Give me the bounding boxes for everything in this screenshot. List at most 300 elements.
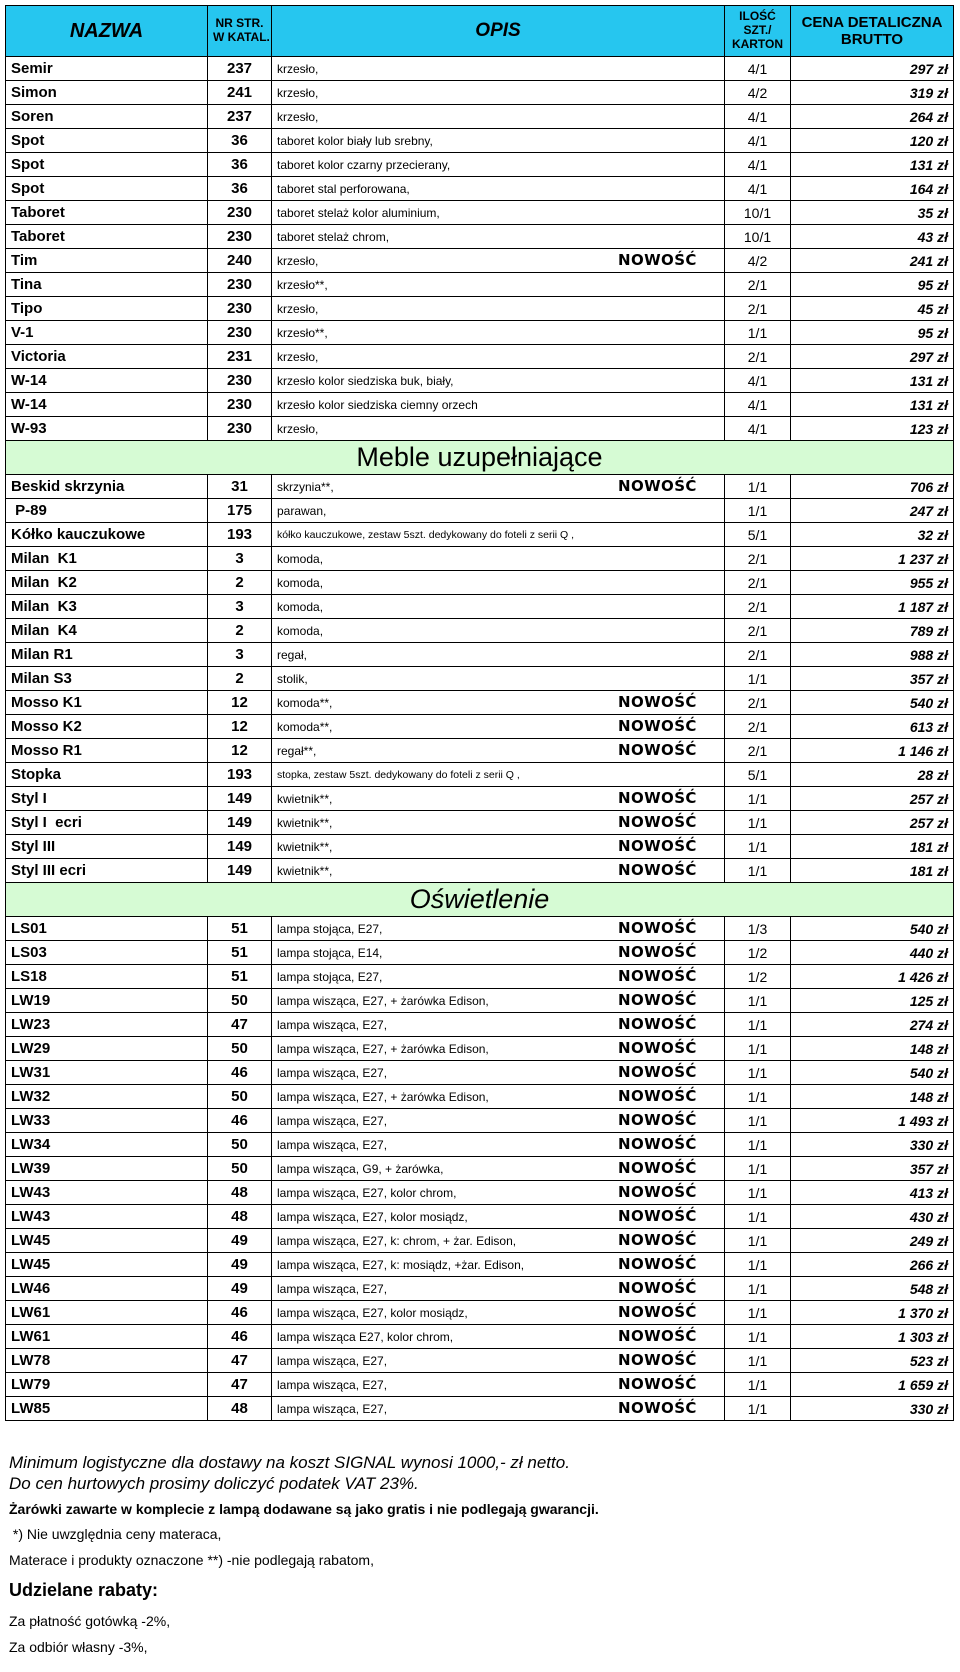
quantity-per-box: 2/1 [725, 739, 791, 763]
catalog-page: 3 [208, 643, 272, 667]
product-name: P-89 [6, 499, 208, 523]
description-text: lampa stojąca, E14, [277, 945, 383, 960]
table-row [6, 297, 954, 321]
table-row [6, 1085, 954, 1109]
catalog-page: 149 [208, 811, 272, 835]
note-vat: Do cen hurtowych prosimy doliczyć podatek VAT 23%. [9, 1474, 419, 1493]
catalog-page: 2 [208, 571, 272, 595]
product-description [272, 225, 725, 249]
quantity-per-box: 2/1 [725, 715, 791, 739]
new-badge: NOWOŚĆ [618, 1327, 697, 1345]
table-row [6, 595, 954, 619]
catalog-page: 51 [208, 917, 272, 941]
catalog-page: 230 [208, 225, 272, 249]
product-description [272, 595, 725, 619]
catalog-page: 50 [208, 1133, 272, 1157]
description-text: lampa wisząca, E27, kolor chrom, [277, 1185, 457, 1200]
catalog-page: 230 [208, 417, 272, 441]
product-description [272, 1085, 725, 1109]
product-description [272, 1109, 725, 1133]
catalog-page: 46 [208, 1325, 272, 1349]
retail-price: 181 zł [791, 835, 954, 859]
catalog-page: 230 [208, 297, 272, 321]
description-text: komoda, [277, 575, 324, 590]
header-price-line2: BRUTTO [840, 31, 904, 48]
product-name: Simon [6, 81, 208, 105]
retail-price: 43 zł [791, 225, 954, 249]
quantity-per-box: 1/1 [725, 1205, 791, 1229]
retail-price: 413 zł [791, 1181, 954, 1205]
retail-price: 125 zł [791, 989, 954, 1013]
catalog-page: 193 [208, 523, 272, 547]
description-text: stopka, zestaw 5szt. dedykowany do foteli z serii Q , [277, 768, 520, 781]
quantity-per-box: 1/1 [725, 787, 791, 811]
section-title: Meble uzupełniające [6, 441, 954, 475]
table-row [6, 571, 954, 595]
description-text: krzesło, [277, 109, 319, 124]
quantity-per-box: 2/1 [725, 547, 791, 571]
product-name: LW32 [6, 1085, 208, 1109]
new-badge: NOWOŚĆ [618, 1303, 697, 1321]
description-text: krzesło**, [277, 325, 328, 340]
quantity-per-box: 4/1 [725, 153, 791, 177]
description-text: lampa wisząca, E27, [277, 1281, 388, 1296]
catalog-page: 230 [208, 321, 272, 345]
retail-price: 45 zł [791, 297, 954, 321]
table-row [6, 811, 954, 835]
table-row [6, 989, 954, 1013]
header-qty-line3: KARTON [731, 36, 784, 51]
product-name: LW79 [6, 1373, 208, 1397]
quantity-per-box: 1/1 [725, 811, 791, 835]
note-bulbs: Żarówki zawarte w komplecie z lampą dodawane są jako gratis i nie podlegają gwarancji. [9, 1501, 599, 1517]
product-description [272, 1181, 725, 1205]
quantity-per-box: 1/2 [725, 941, 791, 965]
product-name: LW46 [6, 1277, 208, 1301]
catalog-page: 175 [208, 499, 272, 523]
quantity-per-box: 1/1 [725, 1229, 791, 1253]
header-desc: OPIS [272, 6, 725, 57]
catalog-page: 237 [208, 57, 272, 81]
product-description [272, 475, 725, 499]
table-row [6, 393, 954, 417]
table-row [6, 249, 954, 273]
catalog-page: 193 [208, 763, 272, 787]
quantity-per-box: 4/1 [725, 369, 791, 393]
table-row [6, 739, 954, 763]
product-description [272, 1013, 725, 1037]
quantity-per-box: 4/1 [725, 57, 791, 81]
quantity-per-box: 4/1 [725, 129, 791, 153]
retail-price: 1 426 zł [791, 965, 954, 989]
description-text: krzesło, [277, 421, 319, 436]
retail-price: 430 zł [791, 1205, 954, 1229]
product-description [272, 667, 725, 691]
description-text: lampa stojąca, E27, [277, 921, 383, 936]
quantity-per-box: 1/3 [725, 917, 791, 941]
table-row [6, 1205, 954, 1229]
retail-price: 357 zł [791, 1157, 954, 1181]
description-text: lampa wisząca, E27, [277, 1137, 388, 1152]
product-description [272, 393, 725, 417]
quantity-per-box: 2/1 [725, 619, 791, 643]
table-row [6, 345, 954, 369]
table-row [6, 1373, 954, 1397]
description-text: krzesło, [277, 61, 319, 76]
table-row [6, 1157, 954, 1181]
quantity-per-box: 1/1 [725, 1181, 791, 1205]
product-name: Spot [6, 177, 208, 201]
catalog-page: 50 [208, 1037, 272, 1061]
product-name: LW31 [6, 1061, 208, 1085]
retail-price: 548 zł [791, 1277, 954, 1301]
description-text: taboret kolor czarny przecierany, [277, 157, 451, 172]
retail-price: 1 493 zł [791, 1109, 954, 1133]
retail-price: 1 187 zł [791, 595, 954, 619]
table-row [6, 1397, 954, 1421]
catalog-page: 46 [208, 1061, 272, 1085]
product-description [272, 81, 725, 105]
product-name: Taboret [6, 201, 208, 225]
retail-price: 540 zł [791, 1061, 954, 1085]
product-name: LW29 [6, 1037, 208, 1061]
description-text: lampa wisząca, E27, k: mosiądz, +żar. Edison, [277, 1257, 525, 1272]
catalog-page: 230 [208, 393, 272, 417]
quantity-per-box: 1/1 [725, 1061, 791, 1085]
new-badge: NOWOŚĆ [618, 1207, 697, 1225]
catalog-page: 49 [208, 1253, 272, 1277]
table-row [6, 1301, 954, 1325]
product-name: Mosso R1 [6, 739, 208, 763]
retail-price: 257 zł [791, 787, 954, 811]
retail-price: 241 zł [791, 249, 954, 273]
section-title: Oświetlenie [6, 883, 954, 917]
product-name: LW19 [6, 989, 208, 1013]
quantity-per-box: 1/1 [725, 475, 791, 499]
catalog-page: 240 [208, 249, 272, 273]
retail-price: 247 zł [791, 499, 954, 523]
table-row [6, 1037, 954, 1061]
product-name: LW78 [6, 1349, 208, 1373]
quantity-per-box: 2/1 [725, 643, 791, 667]
product-description [272, 547, 725, 571]
product-name: Tina [6, 273, 208, 297]
retail-price: 131 zł [791, 393, 954, 417]
header-price [791, 6, 954, 57]
product-name: Kółko kauczukowe [6, 523, 208, 547]
quantity-per-box: 1/1 [725, 989, 791, 1013]
header-qty [725, 6, 791, 57]
catalog-page: 3 [208, 595, 272, 619]
product-description [272, 715, 725, 739]
product-name: Spot [6, 153, 208, 177]
product-description [272, 691, 725, 715]
header-name: NAZWA [6, 6, 208, 57]
quantity-per-box: 1/1 [725, 1013, 791, 1037]
product-name: Stopka [6, 763, 208, 787]
retail-price: 330 zł [791, 1133, 954, 1157]
quantity-per-box: 5/1 [725, 763, 791, 787]
quantity-per-box: 1/1 [725, 1133, 791, 1157]
product-description [272, 859, 725, 883]
product-name: LW61 [6, 1301, 208, 1325]
quantity-per-box: 1/1 [725, 1157, 791, 1181]
catalog-page: 48 [208, 1205, 272, 1229]
new-badge: NOWOŚĆ [618, 837, 697, 855]
product-name: W-14 [6, 369, 208, 393]
product-name: Styl III [6, 835, 208, 859]
retail-price: 1 303 zł [791, 1325, 954, 1349]
catalog-page: 36 [208, 153, 272, 177]
new-badge: NOWOŚĆ [618, 1087, 697, 1105]
table-body [6, 57, 954, 1421]
quantity-per-box: 1/1 [725, 321, 791, 345]
table-row [6, 81, 954, 105]
section-header-row [6, 883, 954, 917]
product-description [272, 1205, 725, 1229]
description-text: lampa wisząca, E27, kolor mosiądz, [277, 1209, 468, 1224]
new-badge: NOWOŚĆ [618, 789, 697, 807]
table-row [6, 859, 954, 883]
table-row [6, 691, 954, 715]
table-row [6, 523, 954, 547]
quantity-per-box: 1/1 [725, 859, 791, 883]
product-description [272, 1349, 725, 1373]
product-name: Styl I [6, 787, 208, 811]
quantity-per-box: 1/1 [725, 1085, 791, 1109]
product-description [272, 571, 725, 595]
product-description [272, 1133, 725, 1157]
product-name: W-14 [6, 393, 208, 417]
catalog-page: 46 [208, 1109, 272, 1133]
new-badge: NOWOŚĆ [618, 1375, 697, 1393]
product-description [272, 129, 725, 153]
catalog-page: 12 [208, 739, 272, 763]
description-text: komoda, [277, 623, 324, 638]
product-name: LW33 [6, 1109, 208, 1133]
quantity-per-box: 1/1 [725, 1325, 791, 1349]
product-description [272, 941, 725, 965]
note-cash-discount: Za płatność gotówką -2%, [9, 1613, 171, 1629]
new-badge: NOWOŚĆ [618, 1183, 697, 1201]
table-row [6, 129, 954, 153]
table-row [6, 787, 954, 811]
quantity-per-box: 10/1 [725, 225, 791, 249]
quantity-per-box: 4/2 [725, 81, 791, 105]
retail-price: 1 237 zł [791, 547, 954, 571]
catalog-page: 12 [208, 691, 272, 715]
product-description [272, 787, 725, 811]
header-qty-line1: ILOŚĆ [739, 9, 776, 24]
product-description [272, 1061, 725, 1085]
new-badge: NOWOŚĆ [618, 813, 697, 831]
retail-price: 330 zł [791, 1397, 954, 1421]
catalog-page: 36 [208, 129, 272, 153]
catalog-page: 47 [208, 1013, 272, 1037]
retail-price: 1 659 zł [791, 1373, 954, 1397]
quantity-per-box: 1/1 [725, 1349, 791, 1373]
description-text: taboret stelaż kolor aluminium, [277, 205, 440, 220]
product-description [272, 835, 725, 859]
new-badge: NOWOŚĆ [618, 1159, 697, 1177]
product-name: Soren [6, 105, 208, 129]
table-row [6, 499, 954, 523]
description-text: krzesło kolor siedziska buk, biały, [277, 373, 454, 388]
new-badge: NOWOŚĆ [618, 1015, 697, 1033]
product-description [272, 1157, 725, 1181]
product-description [272, 249, 725, 273]
description-text: komoda, [277, 599, 324, 614]
catalog-page: 36 [208, 177, 272, 201]
new-badge: NOWOŚĆ [618, 1063, 697, 1081]
product-name: LW43 [6, 1181, 208, 1205]
quantity-per-box: 1/2 [725, 965, 791, 989]
table-row [6, 475, 954, 499]
catalog-page: 47 [208, 1349, 272, 1373]
new-badge: NOWOŚĆ [618, 1039, 697, 1057]
product-name: V-1 [6, 321, 208, 345]
header-page-line2: W KATAL. [213, 30, 270, 44]
retail-price: 181 zł [791, 859, 954, 883]
catalog-page: 12 [208, 715, 272, 739]
quantity-per-box: 2/1 [725, 345, 791, 369]
product-description [272, 369, 725, 393]
product-name: Milan S3 [6, 667, 208, 691]
product-description [272, 273, 725, 297]
retail-price: 523 zł [791, 1349, 954, 1373]
catalog-page: 230 [208, 201, 272, 225]
product-name: LW34 [6, 1133, 208, 1157]
product-name: Victoria [6, 345, 208, 369]
catalog-page: 230 [208, 369, 272, 393]
product-name: LW45 [6, 1253, 208, 1277]
retail-price: 266 zł [791, 1253, 954, 1277]
product-name: LS03 [6, 941, 208, 965]
product-description [272, 1397, 725, 1421]
quantity-per-box: 4/1 [725, 417, 791, 441]
description-text: lampa wisząca, E27, + żarówka Edison, [277, 1089, 489, 1104]
table-row [6, 1229, 954, 1253]
retail-price: 1 370 zł [791, 1301, 954, 1325]
retail-price: 264 zł [791, 105, 954, 129]
retail-price: 131 zł [791, 153, 954, 177]
catalog-page: 2 [208, 619, 272, 643]
table-row [6, 763, 954, 787]
new-badge: NOWOŚĆ [618, 1111, 697, 1129]
description-text: lampa wisząca, E27, [277, 1401, 388, 1416]
product-name: Milan K3 [6, 595, 208, 619]
table-row [6, 1133, 954, 1157]
new-badge: NOWOŚĆ [618, 943, 697, 961]
description-text: krzesło, [277, 349, 319, 364]
quantity-per-box: 2/1 [725, 691, 791, 715]
product-description [272, 321, 725, 345]
retail-price: 540 zł [791, 917, 954, 941]
quantity-per-box: 1/1 [725, 1277, 791, 1301]
table-row [6, 225, 954, 249]
table-row [6, 417, 954, 441]
new-badge: NOWOŚĆ [618, 1279, 697, 1297]
catalog-page: 51 [208, 941, 272, 965]
quantity-per-box: 1/1 [725, 1253, 791, 1277]
retail-price: 123 zł [791, 417, 954, 441]
retail-price: 164 zł [791, 177, 954, 201]
product-name: Milan K2 [6, 571, 208, 595]
catalog-page: 46 [208, 1301, 272, 1325]
product-name: Tim [6, 249, 208, 273]
description-text: lampa wisząca, E27, k: chrom, + żar. Edison, [277, 1233, 517, 1248]
retail-price: 789 zł [791, 619, 954, 643]
product-name: LW39 [6, 1157, 208, 1181]
table-row [6, 835, 954, 859]
table-row [6, 1061, 954, 1085]
product-description [272, 153, 725, 177]
quantity-per-box: 1/1 [725, 1301, 791, 1325]
table-row [6, 1253, 954, 1277]
section-header-row [6, 441, 954, 475]
retail-price: 95 zł [791, 273, 954, 297]
quantity-per-box: 4/1 [725, 105, 791, 129]
new-badge: NOWOŚĆ [618, 919, 697, 937]
new-badge: NOWOŚĆ [618, 717, 697, 735]
table-row [6, 369, 954, 393]
description-text: krzesło**, [277, 277, 328, 292]
header-price-line1: CENA DETALICZNA [801, 13, 943, 31]
new-badge: NOWOŚĆ [618, 1255, 697, 1273]
catalog-page: 48 [208, 1181, 272, 1205]
table-row [6, 643, 954, 667]
description-text: lampa wisząca, E27, [277, 1017, 388, 1032]
quantity-per-box: 4/1 [725, 177, 791, 201]
product-description [272, 523, 725, 547]
product-name: Milan K1 [6, 547, 208, 571]
catalog-page: 49 [208, 1229, 272, 1253]
table-row [6, 153, 954, 177]
quantity-per-box: 1/1 [725, 835, 791, 859]
price-list [5, 5, 953, 1421]
description-text: lampa wisząca, E27, [277, 1113, 388, 1128]
description-text: krzesło, [277, 301, 319, 316]
table-header-row [6, 6, 954, 57]
description-text: lampa wisząca, E27, kolor mosiądz, [277, 1305, 468, 1320]
description-text: parawan, [277, 503, 327, 518]
product-description [272, 417, 725, 441]
catalog-page: 241 [208, 81, 272, 105]
retail-price: 257 zł [791, 811, 954, 835]
product-name: Mosso K1 [6, 691, 208, 715]
quantity-per-box: 4/1 [725, 393, 791, 417]
product-name: LW23 [6, 1013, 208, 1037]
description-text: regał**, [277, 743, 317, 758]
description-text: kwietnik**, [277, 863, 333, 878]
catalog-page: 149 [208, 835, 272, 859]
product-description [272, 1037, 725, 1061]
product-description [272, 1301, 725, 1325]
retail-price: 95 zł [791, 321, 954, 345]
description-text: lampa stojąca, E27, [277, 969, 383, 984]
product-description [272, 177, 725, 201]
catalog-page: 3 [208, 547, 272, 571]
description-text: lampa wisząca, E27, + żarówka Edison, [277, 1041, 489, 1056]
product-description [272, 1253, 725, 1277]
description-text: kółko kauczukowe, zestaw 5szt. dedykowany do foteli z serii Q , [277, 528, 575, 541]
price-table [5, 5, 954, 1421]
retail-price: 28 zł [791, 763, 954, 787]
retail-price: 148 zł [791, 1085, 954, 1109]
catalog-page: 149 [208, 859, 272, 883]
table-row [6, 1013, 954, 1037]
product-description [272, 345, 725, 369]
